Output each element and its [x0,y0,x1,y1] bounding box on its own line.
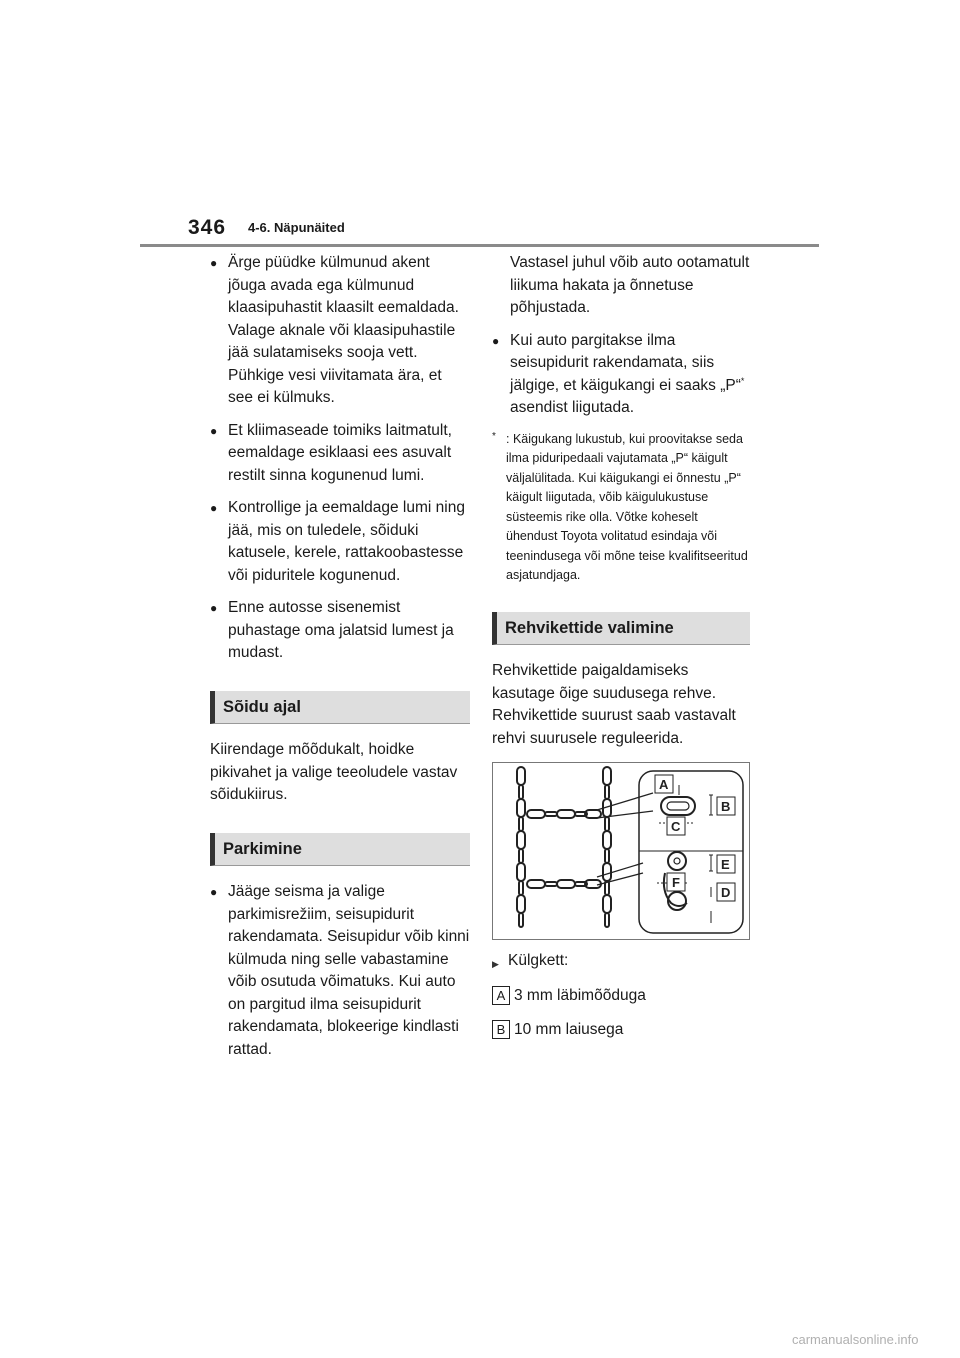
bullet-frozen-window: ● Ärge püüdke külmunud akent jõuga avada ega külmunud klaasipuhastit klaasilt eemaldada. Valage aknale või klaasipuhastile jää sulatamiseks sooja vett. Pühkige vesi viivitamata ära, et see ei külmuks. [210,252,470,410]
tire-chains-text: Rehvikettide paigaldamiseks kasutage õige suudusega rehve. Rehvikettide suurust saab vastavalt rehvi suurusele reguleerida. [492,662,736,747]
vertical-chain-right [603,767,611,927]
heading-while-driving: Sõidu ajal [210,691,470,725]
bullet-park-pre: Kui auto pargitakse ilma seisupidurit rakendamata, siis jälgige, et käigukangi ei saaks „P“ [510,331,741,394]
vertical-chain-left [517,767,525,927]
page-number: 346 [188,216,227,239]
footnote-text: : Käigukang lukustub, kui proovitakse seda ilma piduripedaali vajutamata „P“ käigult väljalülitada. Kui käigukangi ei õnnestu „P“ käigult liigutada, võib käigulukustuse süsteemis rike olla. Võtke koheselt ühendust Toyota volitatud esindaja või teenindusega või mõne teise kvalifitseeritud asjatundjaga. [506,431,748,582]
bullet-park-brake [492,330,750,420]
header-rule [140,244,819,247]
driving-text: Kiirendage mõõdukalt, hoidke pikivahet ja valige teeoludele vastav sõidukiirus. [210,741,458,803]
figure-label-e [717,855,735,873]
cross-chain-lower [527,880,601,888]
item-a [492,985,750,1008]
tire-chain-illustration [493,763,749,939]
watermark[interactable]: carmanualsonline.info [792,1332,919,1347]
section-title: 4-6. Näpunäited [248,220,345,235]
item-b-text: 10 mm laiusega [514,1021,624,1038]
item-a-text: 3 mm läbimõõduga [514,986,646,1004]
page-header [184,216,820,256]
figure-label-b [717,797,735,815]
svg-text:E: E [721,857,730,872]
bullet-park-post: asendist liigutada. [510,399,635,416]
figure-label-c [667,817,685,835]
bullet-climate-snow: ● Et kliimaseade toimiks laitmatult, eemaldage esiklaasi ees asuvalt restilt sinna kogunenud lumi. [210,420,470,488]
right-column [492,252,750,1054]
svg-text:B: B [721,799,731,814]
item-a-label: A [492,986,510,1005]
svg-text:C: C [671,819,681,834]
footnote-mark: * [492,430,496,442]
footnote-ref: * [740,375,745,386]
tire-chain-figure [492,762,750,940]
footnote [492,430,750,586]
svg-text:D: D [721,885,731,900]
heading-tire-chains: Rehvikettide valimine [492,612,750,646]
bullet-clean-shoes: ● Enne autosse sisenemist puhastage oma jalatsid lumest ja mudast. [210,597,470,665]
figure-label-d [717,883,735,901]
left-column [210,252,470,1071]
continued-text: Vastasel juhul võib auto ootamatult liikuma hakata ja õnnetuse põhjustada. [510,254,750,316]
side-chain-heading: ▶ Külgkett: [492,950,750,973]
heading-parking: Parkimine [210,833,470,867]
bullet-remove-ice: ● Kontrollige ja eemaldage lumi ning jää, mis on tuledele, sõiduki katusele, kerele, rattakoobastesse või piduritele kogunenud. [210,497,470,587]
svg-text:F: F [672,875,680,890]
cross-chain-upper [527,810,601,818]
figure-label-a [655,775,673,793]
item-b-label: B [492,1020,510,1039]
bullet-parking: ● Jääge seisma ja valige parkimisrežiim, seisupidurit rakendamata. Seisupidur võib kinni külmuda ning selle vabastamine võib osutuda võimatuks. Kui auto on pargitud ilma seisupidurit rakendamata, blokeerige kindlasti rattad. [210,881,470,1061]
figure-label-f [667,873,685,891]
svg-text:A: A [659,777,669,792]
item-b [492,1019,750,1042]
